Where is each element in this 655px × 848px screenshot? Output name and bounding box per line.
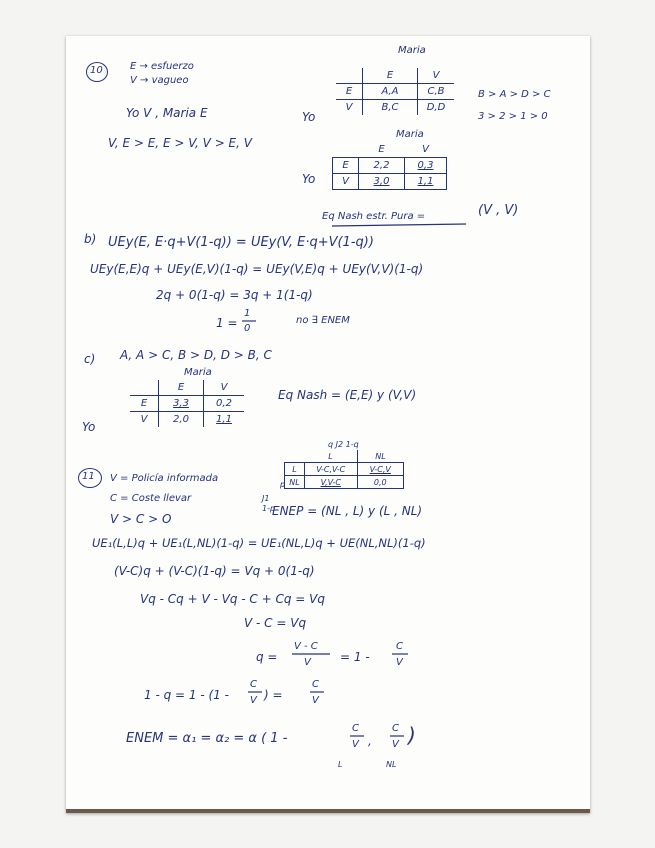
table-cell: 3,0 bbox=[359, 174, 405, 190]
prob-p: p bbox=[280, 480, 286, 489]
equation-11-3: Vq - Cq + V - Vq - C + Cq = Vq bbox=[140, 592, 325, 606]
pure-nash-value: (V , V) bbox=[478, 203, 519, 218]
rank-numbers: 3 > 2 > 1 > 0 bbox=[478, 111, 548, 122]
definition-e: E → esfuerzo bbox=[130, 61, 194, 72]
player-col-label: Maria bbox=[398, 45, 426, 56]
row-header: E bbox=[130, 396, 159, 412]
definition-v: V → vagueo bbox=[130, 75, 189, 86]
col-header: V bbox=[418, 68, 455, 84]
definition-v: V = Policía informada bbox=[110, 473, 219, 484]
prob-one-minus-p: 1-p bbox=[262, 504, 276, 513]
fraction-denominator: V bbox=[392, 739, 399, 750]
table-cell: 0,0 bbox=[357, 476, 404, 489]
pure-nash-label: Eq Nash estr. Pura = bbox=[322, 211, 426, 222]
table-cell: V-C,V bbox=[357, 463, 404, 476]
fraction-numerator: C bbox=[392, 723, 399, 734]
equation-11-2: (V-C)q + (V-C)(1-q) = Vq + 0(1-q) bbox=[114, 564, 315, 578]
equation-11-4: V - C = Vq bbox=[244, 616, 307, 630]
row-header: V bbox=[336, 100, 363, 116]
player-one-label: J1 bbox=[262, 494, 270, 503]
fraction-numerator: C bbox=[312, 679, 319, 690]
table-cell: 2,2 bbox=[359, 158, 405, 174]
player-col-label: Maria bbox=[396, 129, 424, 140]
table-cell: B,C bbox=[363, 100, 418, 116]
row-header: E bbox=[336, 84, 363, 100]
fraction-numerator: V - C bbox=[294, 641, 318, 652]
table-cell: 1,1 bbox=[405, 174, 447, 190]
row-header: V bbox=[130, 412, 159, 428]
equation-b4-left: 1 = bbox=[216, 316, 238, 330]
equation-11-7: ENEM = α₁ = α₂ = α ( 1 - bbox=[126, 731, 288, 746]
equation-11-5-left: q = bbox=[256, 650, 278, 664]
table-cell: C,B bbox=[418, 84, 455, 100]
fraction-denominator: V bbox=[352, 739, 359, 750]
equation-b1: UEy(E, E·q+V(1-q)) = UEy(V, E·q+V(1-q)) bbox=[108, 235, 374, 250]
equation-11-6-left: 1 - q = 1 - (1 - bbox=[144, 688, 229, 702]
player-row-label: Yo bbox=[82, 420, 96, 434]
table-cell: 1,1 bbox=[204, 412, 245, 428]
table-cell: V-C,V-C bbox=[305, 463, 358, 476]
col-header: E bbox=[159, 380, 204, 396]
notebook-page bbox=[66, 36, 590, 813]
subscript-l: L bbox=[338, 760, 343, 769]
col-header: V bbox=[204, 380, 245, 396]
table-cell: D,D bbox=[418, 100, 455, 116]
value-inequality: V > C > O bbox=[110, 512, 172, 526]
col-header: E bbox=[378, 144, 385, 155]
rank-letters: B > A > D > C bbox=[478, 89, 551, 100]
equation-b2: UEy(E,E)q + UEy(E,V)(1-q) = UEy(V,E)q + UEy(V,V)(1-q) bbox=[90, 262, 424, 276]
player-row-label: Yo bbox=[302, 172, 316, 186]
part-b-label: b) bbox=[84, 232, 97, 246]
table-cell: 0,2 bbox=[204, 396, 245, 412]
fraction-denominator: 0 bbox=[244, 323, 251, 334]
equation-11-6-mid: ) = bbox=[264, 688, 283, 702]
problem-number: 11 bbox=[82, 471, 95, 482]
subscript-nl: NL bbox=[386, 760, 397, 769]
pure-nash-result: ENEP = (NL , L) y (L , NL) bbox=[272, 504, 423, 518]
fraction-denominator: V bbox=[312, 695, 319, 706]
handwriting-strokes bbox=[66, 36, 590, 809]
fraction-numerator: C bbox=[396, 641, 403, 652]
row-header: E bbox=[333, 158, 359, 174]
row-header: L bbox=[285, 463, 305, 476]
equation-b3: 2q + 0(1-q) = 3q + 1(1-q) bbox=[156, 288, 313, 302]
table-cell: 2,0 bbox=[159, 412, 204, 428]
fraction-denominator: V bbox=[304, 657, 311, 668]
part-c-preference: A, A > C, B > D, D > B, C bbox=[120, 348, 272, 362]
table-cell: V,V-C bbox=[305, 476, 358, 489]
table-cell: 3,3 bbox=[159, 396, 204, 412]
problem-number: 10 bbox=[90, 65, 103, 76]
equation-11-7-close: ) bbox=[408, 723, 416, 747]
fraction-denominator: V bbox=[396, 657, 403, 668]
player-col-label: Maria bbox=[184, 367, 212, 378]
part-c-label: c) bbox=[84, 352, 96, 366]
part-c-nash: Eq Nash = (E,E) y (V,V) bbox=[278, 388, 417, 402]
table-cell: 0,3 bbox=[405, 158, 447, 174]
col-header: NL bbox=[357, 450, 404, 463]
no-mixed-equilibrium: no ∃ ENEM bbox=[296, 315, 350, 326]
row-header: NL bbox=[285, 476, 305, 489]
fraction-denominator: V bbox=[250, 695, 257, 706]
equation-11-5-mid: = 1 - bbox=[340, 650, 370, 664]
fraction-numerator: C bbox=[352, 723, 359, 734]
col-header: L bbox=[328, 451, 333, 461]
definition-c: C = Coste llevar bbox=[110, 493, 192, 504]
roles-line: Yo V , Maria E bbox=[126, 106, 208, 120]
fraction-numerator: C bbox=[250, 679, 257, 690]
col-header: E bbox=[363, 68, 418, 84]
player-row-label: Yo bbox=[302, 110, 316, 124]
table-cell: A,A bbox=[363, 84, 418, 100]
col-header: V bbox=[422, 144, 429, 155]
column-probabilities: q J2 1-q bbox=[328, 440, 359, 449]
fraction-numerator: 1 bbox=[244, 308, 251, 319]
preference-order: V, E > E, E > V, V > E, V bbox=[108, 136, 252, 150]
equation-11-7-comma: , bbox=[368, 734, 372, 748]
row-header: V bbox=[333, 174, 359, 190]
equation-11-1: UE₁(L,L)q + UE₁(L,NL)(1-q) = UE₁(NL,L)q + UE(NL,NL)(1-q) bbox=[92, 536, 426, 550]
